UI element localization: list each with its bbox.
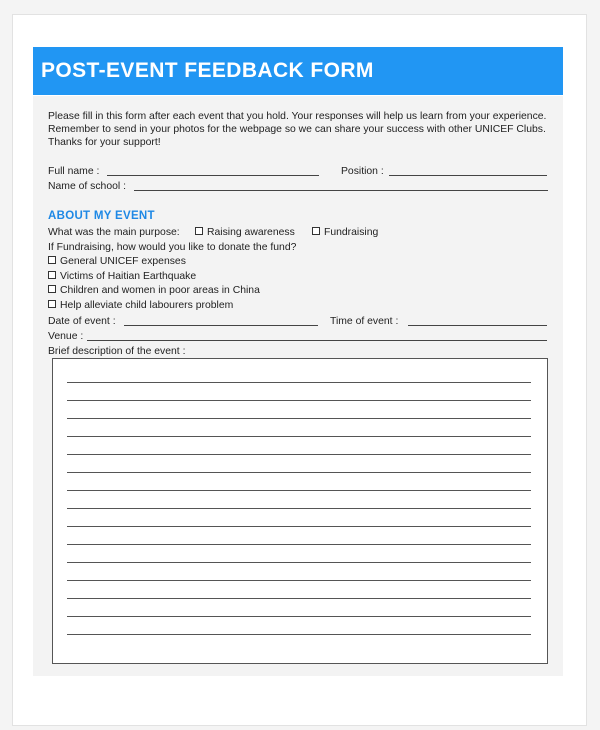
ruled-line: [67, 382, 531, 383]
ruled-line: [67, 526, 531, 527]
option-label: Raising awareness: [207, 227, 295, 238]
ruled-line: [67, 562, 531, 563]
option-label: General UNICEF expenses: [60, 256, 186, 267]
ruled-line: [67, 580, 531, 581]
position-label: Position :: [341, 166, 384, 177]
donate-option-general[interactable]: [48, 255, 186, 268]
checkbox-icon[interactable]: [48, 256, 56, 264]
date-label: Date of event :: [48, 316, 116, 327]
checkbox-icon[interactable]: [312, 227, 320, 235]
donate-option-child-labour[interactable]: [48, 299, 233, 312]
school-field[interactable]: [134, 190, 548, 191]
ruled-line: [67, 472, 531, 473]
ruled-line: [67, 508, 531, 509]
time-field[interactable]: [408, 325, 547, 326]
option-label: Children and women in poor areas in China: [60, 285, 260, 296]
option-label: Help alleviate child labourers problem: [60, 300, 234, 311]
full-name-label: Full name :: [48, 166, 100, 177]
donate-question: If Fundraising, how would you like to donate the fund?: [48, 242, 297, 253]
option-label: Victims of Haitian Earthquake: [60, 271, 197, 282]
ruled-line: [67, 598, 531, 599]
time-label: Time of event :: [330, 316, 399, 327]
checkbox-icon[interactable]: [195, 227, 203, 235]
position-field[interactable]: [389, 175, 547, 176]
ruled-line: [67, 490, 531, 491]
purpose-option-fundraising[interactable]: [312, 226, 378, 239]
ruled-line: [67, 544, 531, 545]
purpose-question: What was the main purpose:: [48, 227, 180, 238]
checkbox-icon[interactable]: [48, 300, 56, 308]
ruled-line: [67, 454, 531, 455]
checkbox-icon[interactable]: [48, 285, 56, 293]
venue-field[interactable]: [87, 340, 547, 341]
purpose-option-awareness[interactable]: [195, 226, 295, 239]
ruled-line: [67, 418, 531, 419]
description-label: Brief description of the event :: [48, 346, 186, 357]
description-box[interactable]: [52, 358, 548, 664]
form-title: POST-EVENT FEEDBACK FORM: [41, 59, 374, 82]
checkbox-icon[interactable]: [48, 271, 56, 279]
ruled-line: [67, 616, 531, 617]
full-name-field[interactable]: [107, 175, 319, 176]
form-body: [33, 96, 563, 676]
donate-option-china[interactable]: [48, 284, 260, 297]
option-label: Fundraising: [324, 227, 379, 238]
school-label: Name of school :: [48, 181, 126, 192]
date-field[interactable]: [124, 325, 318, 326]
ruled-line: [67, 436, 531, 437]
ruled-line: [67, 400, 531, 401]
venue-label: Venue :: [48, 331, 84, 342]
title-banner: [33, 47, 563, 95]
intro-text: Please fill in this form after each event that you hold. Your responses will help us learn from your experience. Remember to send in your photos for the webpage so we can share your success with other UNICEF Clubs. Thanks for your support!: [48, 111, 547, 148]
ruled-line: [67, 634, 531, 635]
section-heading-about-event: ABOUT MY EVENT: [48, 210, 155, 222]
donate-option-haiti[interactable]: [48, 270, 196, 283]
